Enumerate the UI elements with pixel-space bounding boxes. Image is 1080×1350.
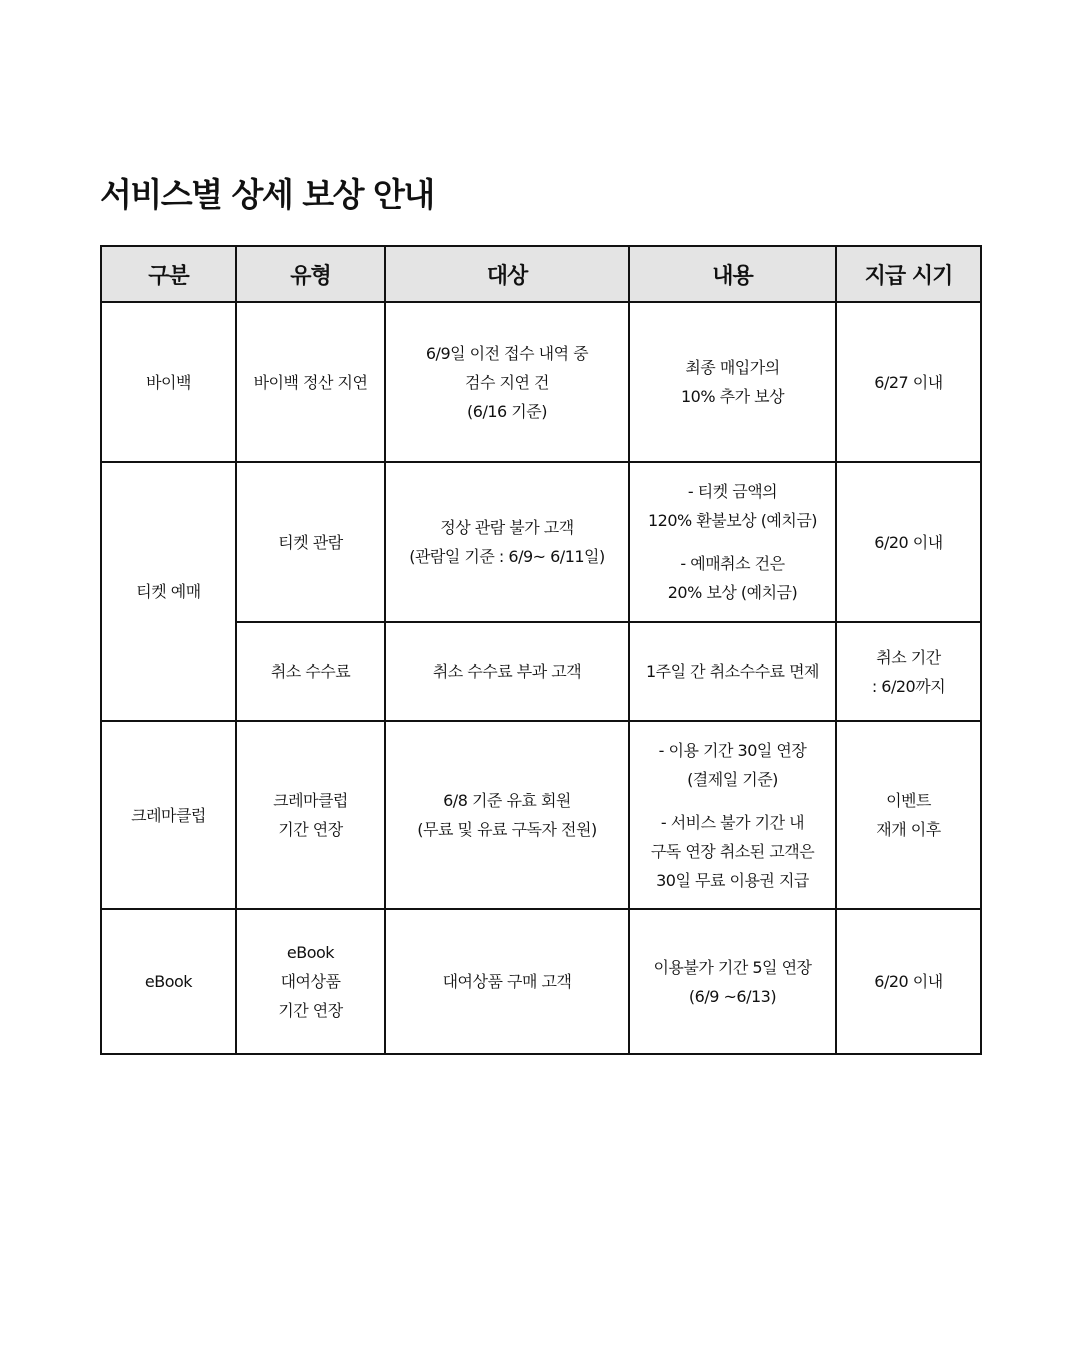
page-title: 서비스별 상세 보상 안내 — [100, 175, 434, 214]
cell-line: 이용불가 기간 5일 연장 — [653, 957, 812, 977]
cell-category — [101, 721, 236, 909]
cell-line: 티켓 관람 — [278, 532, 343, 552]
cell-line: 취소 수수료 부과 고객 — [432, 662, 582, 681]
cell-line: 6/8 기준 유효 회원 — [443, 791, 571, 810]
cell-target — [385, 462, 629, 622]
cell-type — [236, 302, 385, 462]
cell-line: 120% 환불보상 (예치금) — [647, 511, 818, 530]
cell-type — [236, 462, 385, 622]
cell-line: 6/20 이내 — [874, 532, 943, 552]
table-row — [101, 462, 981, 622]
cell-content — [629, 462, 836, 622]
cell-timing — [836, 622, 981, 721]
cell-line: 30일 무료 이용권 지급 — [656, 870, 809, 890]
cell-line: 취소 수수료 — [270, 662, 351, 681]
cell-line: (6/16 기준) — [467, 401, 547, 421]
cell-line: 6/27 이내 — [874, 372, 943, 392]
cell-line: (관람일 기준 : 6/9~ 6/11일) — [409, 547, 605, 566]
cell-category — [101, 302, 236, 462]
cell-target — [385, 302, 629, 462]
cell-line: (6/9 ~6/13) — [688, 986, 777, 1006]
cell-content — [629, 622, 836, 721]
cell-target — [385, 721, 629, 909]
cell-line: 20% 보상 (예치금) — [667, 583, 798, 602]
cell-line: 검수 지연 건 — [465, 372, 549, 392]
cell-content — [629, 721, 836, 909]
cell-category — [101, 909, 236, 1054]
cell-line: - 이용 기간 30일 연장 — [658, 740, 807, 760]
cell-line: - 예매취소 건은 — [680, 554, 785, 573]
cell-type — [236, 622, 385, 721]
table-row — [101, 302, 981, 462]
cell-line: : 6/20까지 — [871, 676, 946, 696]
content-item — [634, 808, 831, 895]
cell-type — [236, 721, 385, 909]
cell-timing — [836, 909, 981, 1054]
cell-line: 티켓 예매 — [136, 582, 201, 601]
cell-line: 구독 연장 취소된 고객은 — [650, 841, 815, 861]
content-item — [634, 736, 831, 794]
cell-line: 대여상품 — [280, 972, 341, 991]
cell-line: 최종 매입가의 — [685, 358, 780, 377]
table-row — [101, 909, 981, 1054]
content-item — [634, 549, 831, 607]
cell-line: 10% 추가 보상 — [680, 387, 785, 406]
table-header-row — [101, 246, 981, 302]
content-item — [634, 477, 831, 535]
cell-line: 1주일 간 취소수수료 면제 — [646, 662, 819, 681]
header-type: 유형 — [236, 246, 385, 302]
header-content: 내용 — [629, 246, 836, 302]
cell-line: (결제일 기준) — [687, 769, 778, 789]
content-item — [634, 657, 831, 686]
cell-line: - 서비스 불가 기간 내 — [660, 812, 805, 832]
cell-line: eBook — [144, 972, 193, 991]
cell-content — [629, 302, 836, 462]
cell-target — [385, 622, 629, 721]
cell-timing — [836, 721, 981, 909]
cell-line: 재개 이후 — [876, 820, 941, 839]
compensation-table — [100, 245, 982, 1055]
content-item — [634, 953, 831, 1011]
content-item — [634, 353, 831, 411]
header-target: 대상 — [385, 246, 629, 302]
cell-line: 6/20 이내 — [874, 972, 943, 991]
cell-line: 이벤트 — [886, 791, 931, 810]
cell-line: 6/9일 이전 접수 내역 중 — [425, 343, 589, 363]
cell-line: (무료 및 유료 구독자 전원) — [417, 820, 597, 839]
cell-line: 크레마클럽 — [131, 805, 206, 825]
cell-timing — [836, 302, 981, 462]
cell-line: - 티켓 금액의 — [687, 482, 778, 501]
cell-line: 정상 관람 불가 고객 — [440, 518, 574, 537]
cell-line: 바이백 — [146, 372, 191, 392]
cell-line: 기간 연장 — [278, 820, 343, 839]
header-category: 구분 — [101, 246, 236, 302]
cell-category — [101, 462, 236, 721]
cell-content — [629, 909, 836, 1054]
cell-target — [385, 909, 629, 1054]
cell-line: 취소 기간 — [876, 647, 941, 667]
cell-line: 크레마클럽 — [273, 791, 348, 810]
cell-timing — [836, 462, 981, 622]
cell-line: 기간 연장 — [278, 1001, 343, 1020]
cell-line: eBook — [286, 943, 335, 962]
cell-line: 대여상품 구매 고객 — [442, 972, 572, 991]
header-timing: 지급 시기 — [836, 246, 981, 302]
cell-line: 바이백 정산 지연 — [253, 372, 368, 392]
table-row — [101, 721, 981, 909]
cell-type — [236, 909, 385, 1054]
